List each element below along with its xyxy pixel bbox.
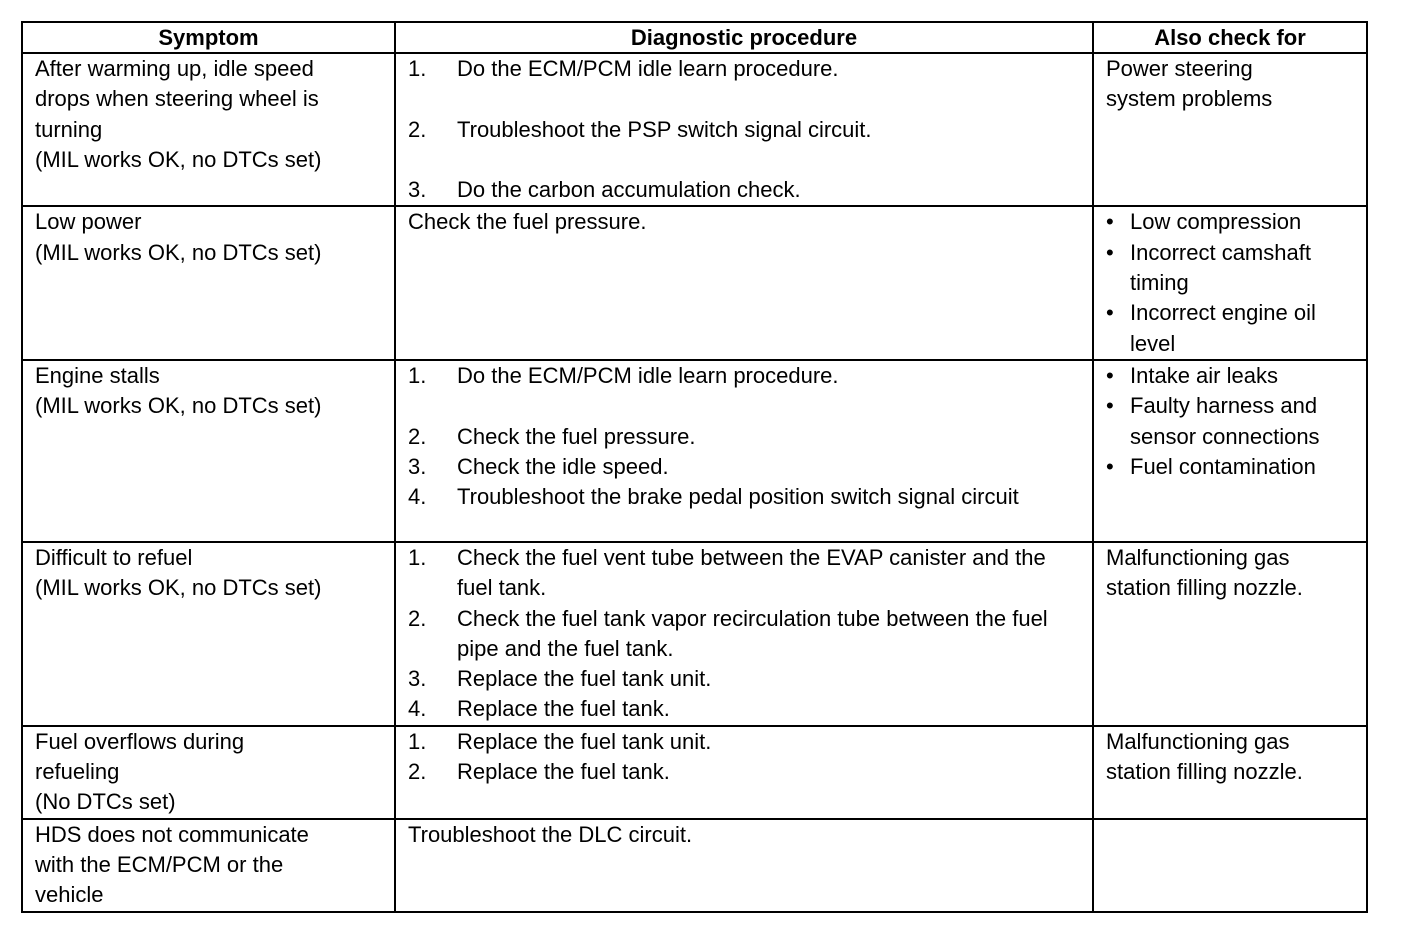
header-procedure: Diagnostic procedure (395, 22, 1093, 53)
symptom-cell (22, 360, 395, 542)
procedure-cell (395, 53, 1093, 206)
symptom-line: (MIL works OK, no DTCs set) (35, 146, 322, 172)
header-symptom: Symptom (22, 22, 395, 53)
symptom-cell (22, 819, 395, 912)
procedure-step (408, 757, 1086, 787)
step-text: Check the idle speed. (457, 453, 669, 479)
procedure-steps (408, 54, 1086, 205)
also-check-item (1106, 361, 1360, 391)
header-also-check: Also check for (1093, 22, 1367, 53)
procedure-step (408, 727, 1086, 757)
also-check-line: Power steering (1106, 56, 1253, 81)
procedure-step (408, 694, 1086, 724)
procedure-step (408, 664, 1086, 694)
also-check-cell (1093, 53, 1367, 206)
step-number: 2. (408, 759, 427, 785)
symptom-line: (No DTCs set) (35, 789, 176, 815)
procedure-text: Check the fuel pressure. (408, 209, 647, 235)
also-check-item (1106, 298, 1360, 359)
symptom-line: (MIL works OK, no DTCs set) (35, 239, 322, 265)
procedure-step (408, 452, 1086, 482)
symptom-line: Engine stalls (35, 362, 160, 388)
procedure-cell (395, 542, 1093, 726)
procedure-step (408, 175, 1086, 205)
also-check-item (1106, 391, 1360, 452)
bullet-icon: • (1106, 239, 1114, 265)
table-row (22, 360, 1367, 542)
procedure-steps (408, 361, 1086, 512)
symptom-cell (22, 726, 395, 819)
step-number: 2. (408, 116, 427, 142)
step-number: 1. (408, 56, 427, 81)
procedure-cell (395, 360, 1093, 542)
symptom-line: Difficult to refuel (35, 544, 193, 570)
step-text: Do the ECM/PCM idle learn procedure. (457, 362, 839, 388)
table-row (22, 53, 1367, 206)
symptom-line: drops when steering wheel is (35, 86, 319, 112)
table-row (22, 206, 1367, 359)
procedure-text: Troubleshoot the DLC circuit. (408, 821, 693, 847)
also-check-line: system problems (1106, 86, 1273, 112)
symptom-line: (MIL works OK, no DTCs set) (35, 575, 322, 601)
procedure-step (408, 361, 1086, 391)
also-check-item (1106, 238, 1360, 299)
also-check-text: Low compression (1130, 209, 1302, 235)
bullet-icon: • (1106, 209, 1114, 235)
procedure-step (408, 54, 1086, 84)
diagnostic-table (21, 21, 1368, 913)
procedure-step (408, 604, 1086, 665)
step-text: Do the ECM/PCM idle learn procedure. (457, 56, 839, 81)
step-text: Replace the fuel tank unit. (457, 666, 712, 692)
step-number: 3. (408, 666, 427, 692)
also-check-item (1106, 207, 1360, 237)
step-text: Do the carbon accumulation check. (457, 177, 801, 203)
header-row (22, 22, 1367, 53)
table-row (22, 726, 1367, 819)
also-check-text: Intake air leaks (1130, 362, 1278, 388)
procedure-steps (408, 543, 1086, 725)
also-check-text: Faulty harness and sensor connections (1130, 393, 1320, 449)
also-check-list (1106, 207, 1360, 358)
step-number: 1. (408, 362, 427, 388)
symptom-line: with the ECM/PCM or the (35, 851, 284, 877)
also-check-cell (1093, 206, 1367, 359)
step-text: Troubleshoot the brake pedal position switch signal circuit (457, 484, 1019, 510)
also-check-cell (1093, 542, 1367, 726)
symptom-line: vehicle (35, 882, 104, 908)
also-check-cell (1093, 360, 1367, 542)
step-number: 3. (408, 453, 427, 479)
procedure-step (408, 115, 1086, 145)
step-text: Replace the fuel tank. (457, 696, 670, 722)
also-check-line: Malfunctioning gas (1106, 728, 1290, 754)
step-text: Replace the fuel tank unit. (457, 728, 712, 754)
symptom-line: turning (35, 116, 103, 142)
procedure-cell (395, 206, 1093, 359)
bullet-icon: • (1106, 300, 1114, 326)
also-check-text: Incorrect camshaft timing (1130, 239, 1311, 296)
symptom-line: Low power (35, 209, 142, 235)
symptom-line: HDS does not communicate (35, 821, 309, 847)
step-text: Check the fuel pressure. (457, 423, 696, 449)
step-number: 3. (408, 177, 427, 203)
step-number: 2. (408, 605, 427, 631)
procedure-step (408, 422, 1086, 452)
table-row (22, 819, 1367, 912)
bullet-icon: • (1106, 362, 1114, 388)
symptom-cell (22, 542, 395, 726)
procedure-cell (395, 726, 1093, 819)
step-text: Check the fuel tank vapor recirculation tube between the fuel pipe and the fuel tank. (457, 605, 1048, 661)
step-number: 4. (408, 696, 427, 722)
also-check-text: Incorrect engine oil level (1130, 300, 1316, 356)
also-check-list (1106, 361, 1360, 482)
step-number: 1. (408, 544, 427, 570)
step-text: Troubleshoot the PSP switch signal circuit. (457, 116, 872, 142)
also-check-cell (1093, 726, 1367, 819)
symptom-cell (22, 206, 395, 359)
symptom-line: refueling (35, 759, 120, 785)
table-row (22, 542, 1367, 726)
also-check-line: Malfunctioning gas (1106, 544, 1290, 570)
bullet-icon: • (1106, 453, 1114, 479)
step-text: Check the fuel vent tube between the EVAP canister and the fuel tank. (457, 544, 1046, 601)
also-check-cell (1093, 819, 1367, 912)
symptom-line: (MIL works OK, no DTCs set) (35, 393, 322, 419)
bullet-icon: • (1106, 393, 1114, 419)
symptom-cell (22, 53, 395, 206)
procedure-cell (395, 819, 1093, 912)
also-check-line: station filling nozzle. (1106, 759, 1303, 785)
symptom-line: Fuel overflows during (35, 728, 245, 754)
step-number: 4. (408, 484, 427, 510)
procedure-step (408, 543, 1086, 604)
symptom-line: After warming up, idle speed (35, 56, 314, 81)
procedure-step (408, 482, 1086, 512)
procedure-steps (408, 727, 1086, 788)
also-check-text: Fuel contamination (1130, 453, 1316, 479)
step-text: Replace the fuel tank. (457, 759, 670, 785)
step-number: 2. (408, 423, 427, 449)
also-check-item (1106, 452, 1360, 482)
step-number: 1. (408, 728, 427, 754)
also-check-line: station filling nozzle. (1106, 575, 1303, 601)
